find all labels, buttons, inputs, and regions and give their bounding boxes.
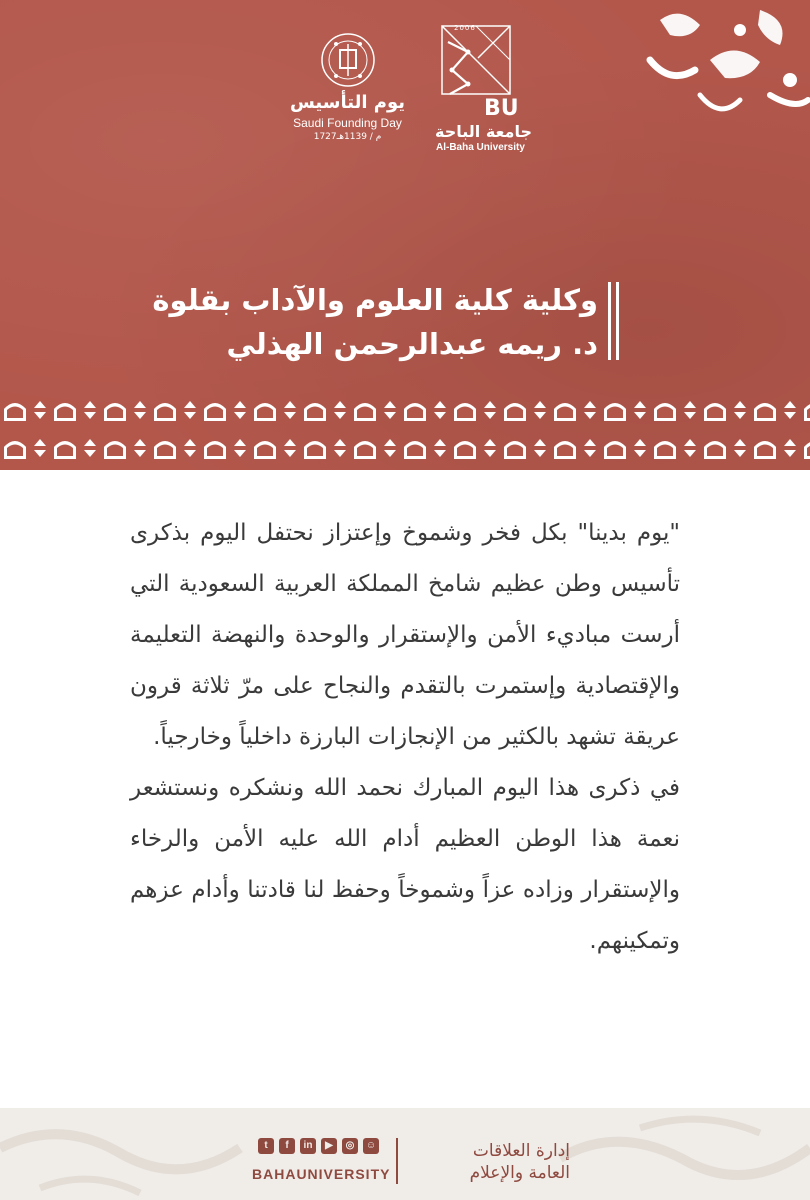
pattern-diamond (384, 439, 396, 457)
pattern-cup (154, 403, 176, 421)
pattern-diamond (634, 401, 646, 419)
pattern-cup (104, 441, 126, 459)
footer-calligraphy-decoration (0, 1108, 810, 1200)
pattern-cup (304, 441, 326, 459)
title-line-1: وكلية كلية العلوم والآداب بقلوة (152, 283, 598, 317)
pattern-diamond (284, 401, 296, 419)
pattern-cup (804, 441, 810, 459)
social-handle[interactable]: BAHAUNIVERSITY (252, 1166, 391, 1182)
pattern-cup (354, 403, 376, 421)
university-emblem-icon (438, 22, 514, 104)
pattern-diamond (34, 401, 46, 419)
pattern-diamond (434, 439, 446, 457)
pattern-diamond (534, 401, 546, 419)
pattern-diamond (484, 401, 496, 419)
pattern-diamond (434, 401, 446, 419)
pattern-diamond (134, 439, 146, 457)
facebook-icon[interactable]: f (279, 1138, 295, 1154)
university-arabic-name: جامعة الباحة (434, 122, 532, 141)
pattern-diamond (334, 401, 346, 419)
albaha-university-logo (432, 22, 532, 152)
pattern-diamond (34, 439, 46, 457)
pattern-cup (654, 403, 676, 421)
pattern-cup (54, 403, 76, 421)
pattern-diamond (584, 439, 596, 457)
pattern-diamond (184, 439, 196, 457)
pattern-diamond (534, 439, 546, 457)
pattern-cup (554, 403, 576, 421)
pattern-diamond (784, 439, 796, 457)
department-name-line-2: العامة والإعلام (469, 1163, 570, 1183)
header-banner (0, 0, 810, 470)
pattern-diamond (234, 401, 246, 419)
pattern-diamond (634, 439, 646, 457)
footer (0, 1108, 810, 1200)
message-paragraph-2: في ذكرى هذا اليوم المبارك نحمد الله ونشكره ونستشعر نعمة هذا الوطن العظيم أدام الله عليه الأمن والرخاء والإستقرار وزاده عزاً وشموخاً وحفظ لنا قادتنا وأدام عزهم وتمكينهم. (130, 775, 680, 954)
pattern-cup (454, 441, 476, 459)
university-initials: BU (484, 96, 519, 121)
founding-day-english-title: Saudi Founding Day (293, 116, 402, 130)
pattern-cup (254, 441, 276, 459)
founding-day-arabic-title: يوم التأسيس (289, 92, 406, 113)
pattern-cup (604, 403, 626, 421)
pattern-diamond (784, 401, 796, 419)
pattern-cup (704, 403, 726, 421)
title-accent-bar-second (616, 282, 619, 360)
message-paragraph-1: "يوم بدينا" بكل فخر وشموخ وإعتزاز نحتفل اليوم بذكرى تأسيس وطن عظيم شامخ المملكة العربية السعودية التي أرست مباديء الأمن والإستقرار والوحدة والنهضة التعليمة والإقتصادية وإستمرت بالتقدم والنجاح على مرّ ثلاثة قرون عريقة تشهد بالكثير من الإنجازات البارزة داخلياً وخارجياً. (130, 520, 680, 750)
social-icons (258, 1138, 379, 1156)
pattern-diamond (684, 401, 696, 419)
department-name-line-1: إدارة العلاقات (472, 1141, 570, 1161)
pattern-diamond (134, 401, 146, 419)
pattern-diamond (184, 401, 196, 419)
linkedin-icon[interactable]: in (300, 1138, 316, 1154)
title-line-2: د. ريمه عبدالرحمن الهذلي (226, 327, 598, 361)
pattern-cup (4, 403, 26, 421)
pattern-cup (254, 403, 276, 421)
pattern-cup (454, 403, 476, 421)
pattern-cup (404, 403, 426, 421)
pattern-cup (54, 441, 76, 459)
youtube-icon[interactable]: ▶ (321, 1138, 337, 1154)
pattern-cup (804, 403, 810, 421)
pattern-diamond (584, 401, 596, 419)
snapchat-icon[interactable]: ☺ (363, 1138, 379, 1154)
pattern-diamond (84, 401, 96, 419)
pattern-diamond (684, 439, 696, 457)
title-accent-bar (608, 282, 611, 360)
pattern-diamond (84, 439, 96, 457)
traditional-pattern-border (0, 393, 810, 470)
pattern-cup (404, 441, 426, 459)
message-body (130, 508, 680, 967)
founding-day-date: 1727م / 1139هـ (313, 132, 382, 142)
university-english-name: Al-Baha University (436, 142, 525, 153)
pattern-diamond (734, 439, 746, 457)
pattern-cup (4, 441, 26, 459)
pattern-diamond (734, 401, 746, 419)
pattern-diamond (284, 439, 296, 457)
pattern-cup (704, 441, 726, 459)
pattern-cup (654, 441, 676, 459)
pattern-diamond (484, 439, 496, 457)
footer-separator (396, 1138, 398, 1184)
pattern-diamond (384, 401, 396, 419)
pattern-cup (504, 403, 526, 421)
pattern-cup (504, 441, 526, 459)
pattern-diamond (234, 439, 246, 457)
page-title (152, 278, 598, 366)
pattern-cup (354, 441, 376, 459)
instagram-icon[interactable]: ◎ (342, 1138, 358, 1154)
pattern-cup (204, 403, 226, 421)
founding-day-emblem-icon (320, 30, 376, 90)
pattern-diamond (334, 439, 346, 457)
pattern-cup (154, 441, 176, 459)
saudi-founding-day-logo (280, 30, 415, 160)
department-name (410, 1140, 570, 1184)
pattern-cup (104, 403, 126, 421)
pattern-cup (604, 441, 626, 459)
calligraphy-decoration (640, 0, 810, 130)
university-founding-year: 2006 (454, 24, 476, 32)
pattern-cup (754, 403, 776, 421)
pattern-cup (754, 441, 776, 459)
twitter-icon[interactable]: t (258, 1138, 274, 1154)
pattern-cup (204, 441, 226, 459)
pattern-cup (554, 441, 576, 459)
pattern-cup (304, 403, 326, 421)
